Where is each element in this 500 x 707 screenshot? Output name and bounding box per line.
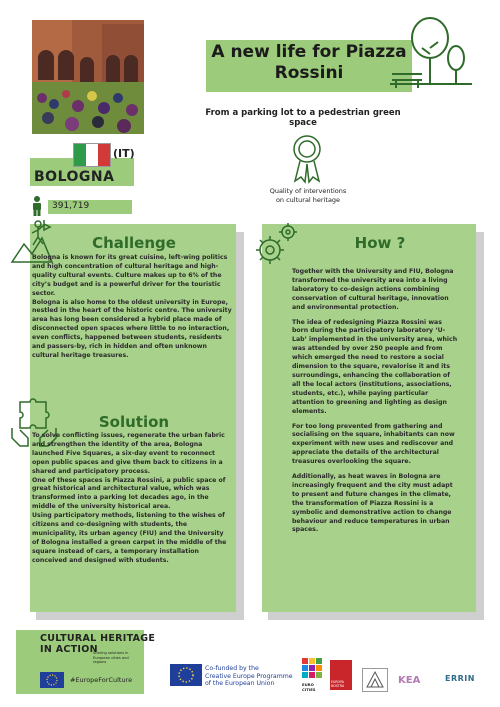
how-text <box>292 268 460 541</box>
solution-paragraph: Using participatory methods, listening to the wishes of citizens and co-designing with students, the municipality, its urban agency (FIU) and the University of Bologna installed a green carpet in the middle of the square instead of cars, a temporary installation conceived and designed with students. <box>32 512 227 564</box>
eurocities-label: EURO CITIES <box>302 682 316 692</box>
award-ribbon-icon <box>290 134 324 188</box>
how-heading: How ? <box>354 234 406 252</box>
how-paragraph: For too long prevented from gathering and socialising on the square, inhabitants can now experiment with new uses and rediscover and appreciate the details of the architectural treasures overlooking the square. <box>292 422 455 466</box>
page-subtitle: From a parking lot to a pedestrian green space <box>205 108 401 128</box>
solution-paragraph: To solve conflicting issues, regenerate the urban fabric and strengthen the identity of the area, Bologna launched Five Squares, a six-day event to reconnect open public spaces and give them back to citizens in a shared and participatory process. <box>32 432 225 475</box>
challenge-paragraph: Bologna is also home to the oldest university in Europe, nestled in the heart of the historic centre. The university area has long been considered a hybrid place made of disconnected open spaces where little to no interaction, even conflicts, happened between students, residents and passers-by, rich in hidden and often unknown cultural heritage treasures. <box>32 298 232 359</box>
errin-logo: ERRIN <box>445 674 475 683</box>
gears-icon <box>252 220 300 274</box>
eu-flag-icon <box>170 664 202 686</box>
cofund-line-2: Creative Europe Programme <box>205 672 293 680</box>
solution-paragraph: One of these spaces is Piazza Rossini, a public space of great historical and architectural value, which was transformed into a parking lot decades ago, in the middle of the university historical area. <box>32 476 226 511</box>
cofund-line-1: Co-funded by the <box>205 665 259 672</box>
italy-flag-icon <box>73 143 111 167</box>
theme-label <box>266 187 350 205</box>
cofunded-text <box>205 665 293 688</box>
europa-nostra-logo <box>330 660 352 690</box>
country-code: (IT) <box>113 147 135 160</box>
cha-logo-line-1: CULTURAL HERITAGE <box>40 633 156 644</box>
piazza-photo <box>32 20 144 134</box>
tree-bench-icon <box>390 14 472 100</box>
hashtag: #EuropeForCulture <box>70 676 133 684</box>
city-name: BOLOGNA <box>34 169 115 185</box>
eurocities-logo <box>302 658 322 692</box>
title-line-1: A new life for Piazza <box>211 42 407 62</box>
title-line-2: Rossini <box>274 63 344 83</box>
challenge-paragraph: Bologna is known for its great cuisine, left-wing politics and high concentration of cultural heritage and high-quality cultural events. Culture makes up to 6% of the city’s budget and is a powerful driver for the touristic sector. <box>32 254 228 297</box>
europa-nostra-label: EUROPA NOSTRA <box>331 680 345 688</box>
partner-logo <box>362 668 388 692</box>
page-title <box>206 42 412 84</box>
population-value: 391,719 <box>52 201 90 211</box>
cha-tagline: Sharing solutions in European cities and regions <box>93 651 129 664</box>
cofund-line-3: of the European Union <box>205 680 275 687</box>
how-paragraph: Together with the University and FIU, Bologna transformed the university area into a living laboratory to co-design actions combining conservation of cultural heritage, innovation and environmental protection. <box>292 268 454 311</box>
cha-logo-line-2: IN ACTION <box>40 644 98 655</box>
eu-flag-small-icon <box>40 672 64 688</box>
theme-label-line-1: Quality of interventions <box>269 187 347 195</box>
how-paragraph: Additionally, as heat waves in Bologna are increasingly frequent and the city must adapt to present and future changes in the climate, the transformation of Piazza Rossini is a symbolic and demonstrative action to change behaviour and reduce temperatures in urban spaces. <box>292 473 453 534</box>
kea-logo: KEA <box>398 675 421 686</box>
solution-heading: Solution <box>98 413 170 431</box>
challenge-heading: Challenge <box>92 234 176 252</box>
how-paragraph: The idea of redesigning Piazza Rossini was born during the participatory laboratory ‘U-Lab’ implemented in the university area, which was attended by over 250 people and from which emerged the need to restore a social dimension to the square, revalorise it and its surroundings, enhancing the collaboration of all the local actors (institutions, associations, students, etc.), while paying particular attention to greening and lighting as design elements. <box>292 318 458 415</box>
solution-text <box>32 432 232 566</box>
person-icon <box>30 196 44 220</box>
theme-label-line-2: on cultural heritage <box>275 196 341 204</box>
challenge-text <box>32 254 232 361</box>
